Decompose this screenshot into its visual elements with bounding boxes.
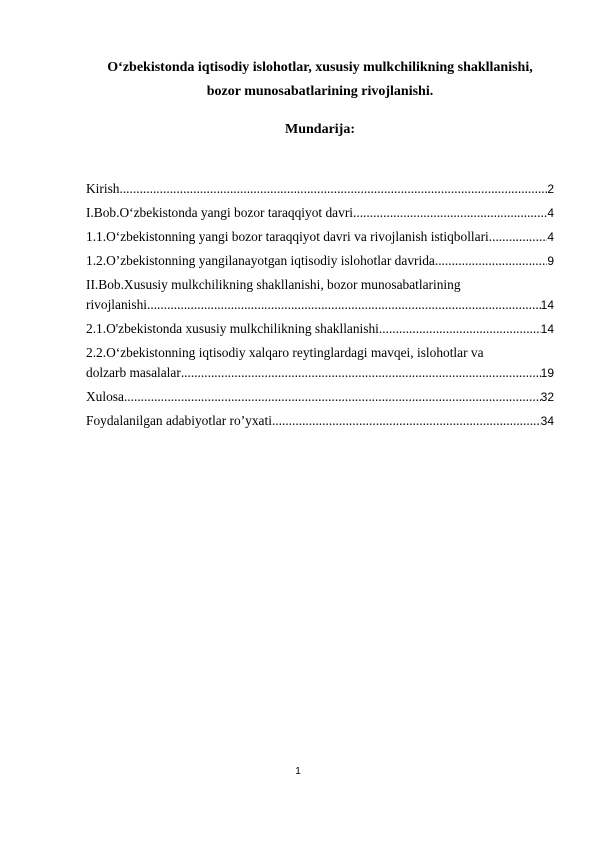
document-title-line-1: O‘zbekistonda iqtisodiy islohotlar, xususiy mulkchilikning shakllanishi,	[107, 60, 533, 75]
toc-leader-dots	[353, 203, 547, 223]
toc-leader-dots	[379, 319, 541, 339]
toc-entry-title: dolzarb masalalar	[86, 365, 181, 380]
toc-page-number: 19	[540, 366, 554, 380]
toc-leader-dots	[435, 251, 547, 271]
toc-entry-title: Foydalanilgan adabiyotlar ro’yxati	[86, 413, 272, 428]
toc-entry-title: I.Bob.O‘zbekistonda yangi bozor taraqqiyot davri	[86, 205, 353, 220]
toc-entry-section-1-1[interactable]	[86, 227, 554, 247]
toc-page-number: 2	[547, 182, 554, 196]
toc-leader-dots	[492, 227, 547, 247]
toc-entry-references[interactable]	[86, 411, 554, 431]
toc-entry-title: 1.1.O‘zbekistonning yangi bozor taraqqiyot davri va rivojlanish istiqbollari.	[86, 229, 493, 244]
toc-page-number: 34	[540, 414, 554, 428]
toc-entry-title: Kirish	[86, 181, 120, 196]
toc-page-number: 14	[540, 298, 554, 312]
toc-page-number: 14	[540, 322, 554, 336]
document-title-line-2: bozor munosabatlarining rivojlanishi.	[206, 84, 434, 99]
toc-entry-chapter-1[interactable]	[86, 203, 554, 223]
toc-page-number: 4	[547, 230, 554, 244]
toc-entry-section-1-2[interactable]	[86, 251, 554, 271]
toc-leader-dots	[147, 295, 541, 315]
toc-entry-title: 1.2.O’zbekistonning yangilanayotgan iqtisodiy islohotlar davrida	[86, 253, 435, 268]
toc-entry-section-2-2[interactable]	[86, 343, 554, 383]
toc-leader-dots	[119, 179, 547, 199]
toc-leader-dots	[181, 363, 541, 383]
toc-entry-xulosa[interactable]	[86, 387, 554, 407]
table-of-contents	[86, 179, 554, 435]
toc-entry-title: rivojlanishi	[86, 297, 147, 312]
toc-entry-kirish[interactable]	[86, 179, 554, 199]
toc-heading: Mundarija:	[285, 122, 355, 137]
page-number: 1	[295, 766, 301, 777]
toc-leader-dots	[124, 387, 541, 407]
toc-leader-dots	[272, 411, 541, 431]
toc-entry-section-2-1[interactable]	[86, 319, 554, 339]
toc-page-number: 4	[547, 206, 554, 220]
toc-entry-chapter-2[interactable]	[86, 275, 554, 315]
toc-entry-title-line-1: II.Bob.Xususiy mulkchilikning shakllanishi, bozor munosabatlarining	[86, 277, 461, 292]
toc-entry-title: Xulosa	[86, 389, 124, 404]
toc-entry-title-line-1: 2.2.O‘zbekistonning iqtisodiy xalqaro reytinglardagi mavqei, islohotlar va	[86, 345, 484, 360]
toc-page-number: 9	[547, 254, 554, 268]
toc-page-number: 32	[540, 390, 554, 404]
toc-entry-title: 2.1.O'zbekistonda xususiy mulkchilikning shakllanishi	[86, 321, 379, 336]
